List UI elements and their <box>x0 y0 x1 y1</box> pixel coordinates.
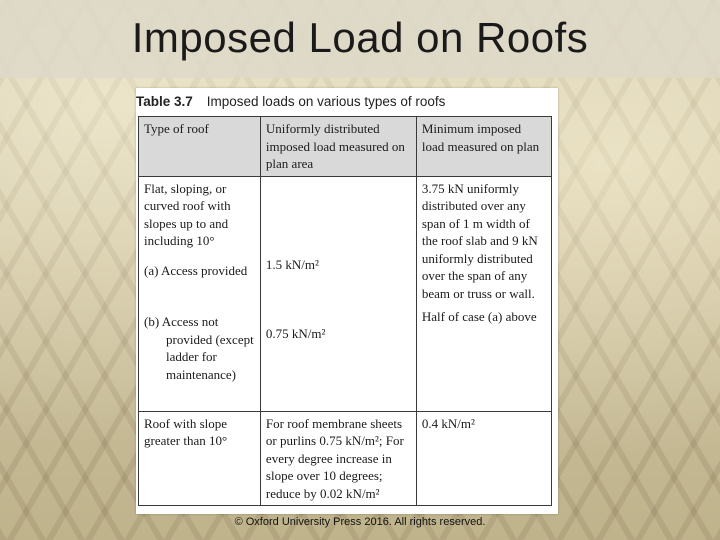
slide-title: Imposed Load on Roofs <box>131 14 589 61</box>
row1-case-a-load: 1.5 kN/m² <box>265 256 319 272</box>
row1-min-cell <box>416 176 551 411</box>
row1-load-cell <box>260 176 416 411</box>
row1-case-b: (b) Access not provided (except ladder for maintenance) <box>144 314 254 382</box>
header-distributed-load: Uniformly distributed imposed load measured on plan area <box>260 117 416 177</box>
table-row <box>139 176 552 411</box>
table-caption <box>136 94 556 109</box>
row2-min-cell: 0.4 kN/m² <box>416 411 551 506</box>
table-panel <box>136 88 558 514</box>
imposed-load-table <box>138 116 552 506</box>
header-type-of-roof: Type of roof <box>139 117 261 177</box>
header-minimum-load: Minimum imposed load measured on plan <box>416 117 551 177</box>
copyright-notice: © Oxford University Press 2016. All rights reserved. <box>234 516 486 528</box>
table-number: Table 3.7 <box>136 94 193 109</box>
row1-case-a: (a) Access provided <box>144 262 248 278</box>
row1-case-b-load: 0.75 kN/m² <box>265 326 326 341</box>
table-header-row <box>139 117 552 177</box>
row2-type-cell: Roof with slope greater than 10° <box>139 411 261 506</box>
row1-case-b-min: Half of case (a) above <box>421 309 537 324</box>
table-row <box>139 411 552 506</box>
row1-type-cell <box>139 176 261 411</box>
row2-load-cell: For roof membrane sheets or purlins 0.75 kN/m²; For every degree increase in slope over 10 degrees; reduce by 0.02 kN/m² <box>260 411 416 506</box>
table-caption-text: Imposed loads on various types of roofs <box>206 94 446 109</box>
row1-case-a-min: 3.75 kN uniformly distributed over any span of 1 m width of the roof slab and 9 kN uniformly distributed over the span of any beam or truss or wall. <box>421 180 538 301</box>
row1-type-intro: Flat, sloping, or curved roof with slopes up to and including 10° <box>144 180 231 248</box>
